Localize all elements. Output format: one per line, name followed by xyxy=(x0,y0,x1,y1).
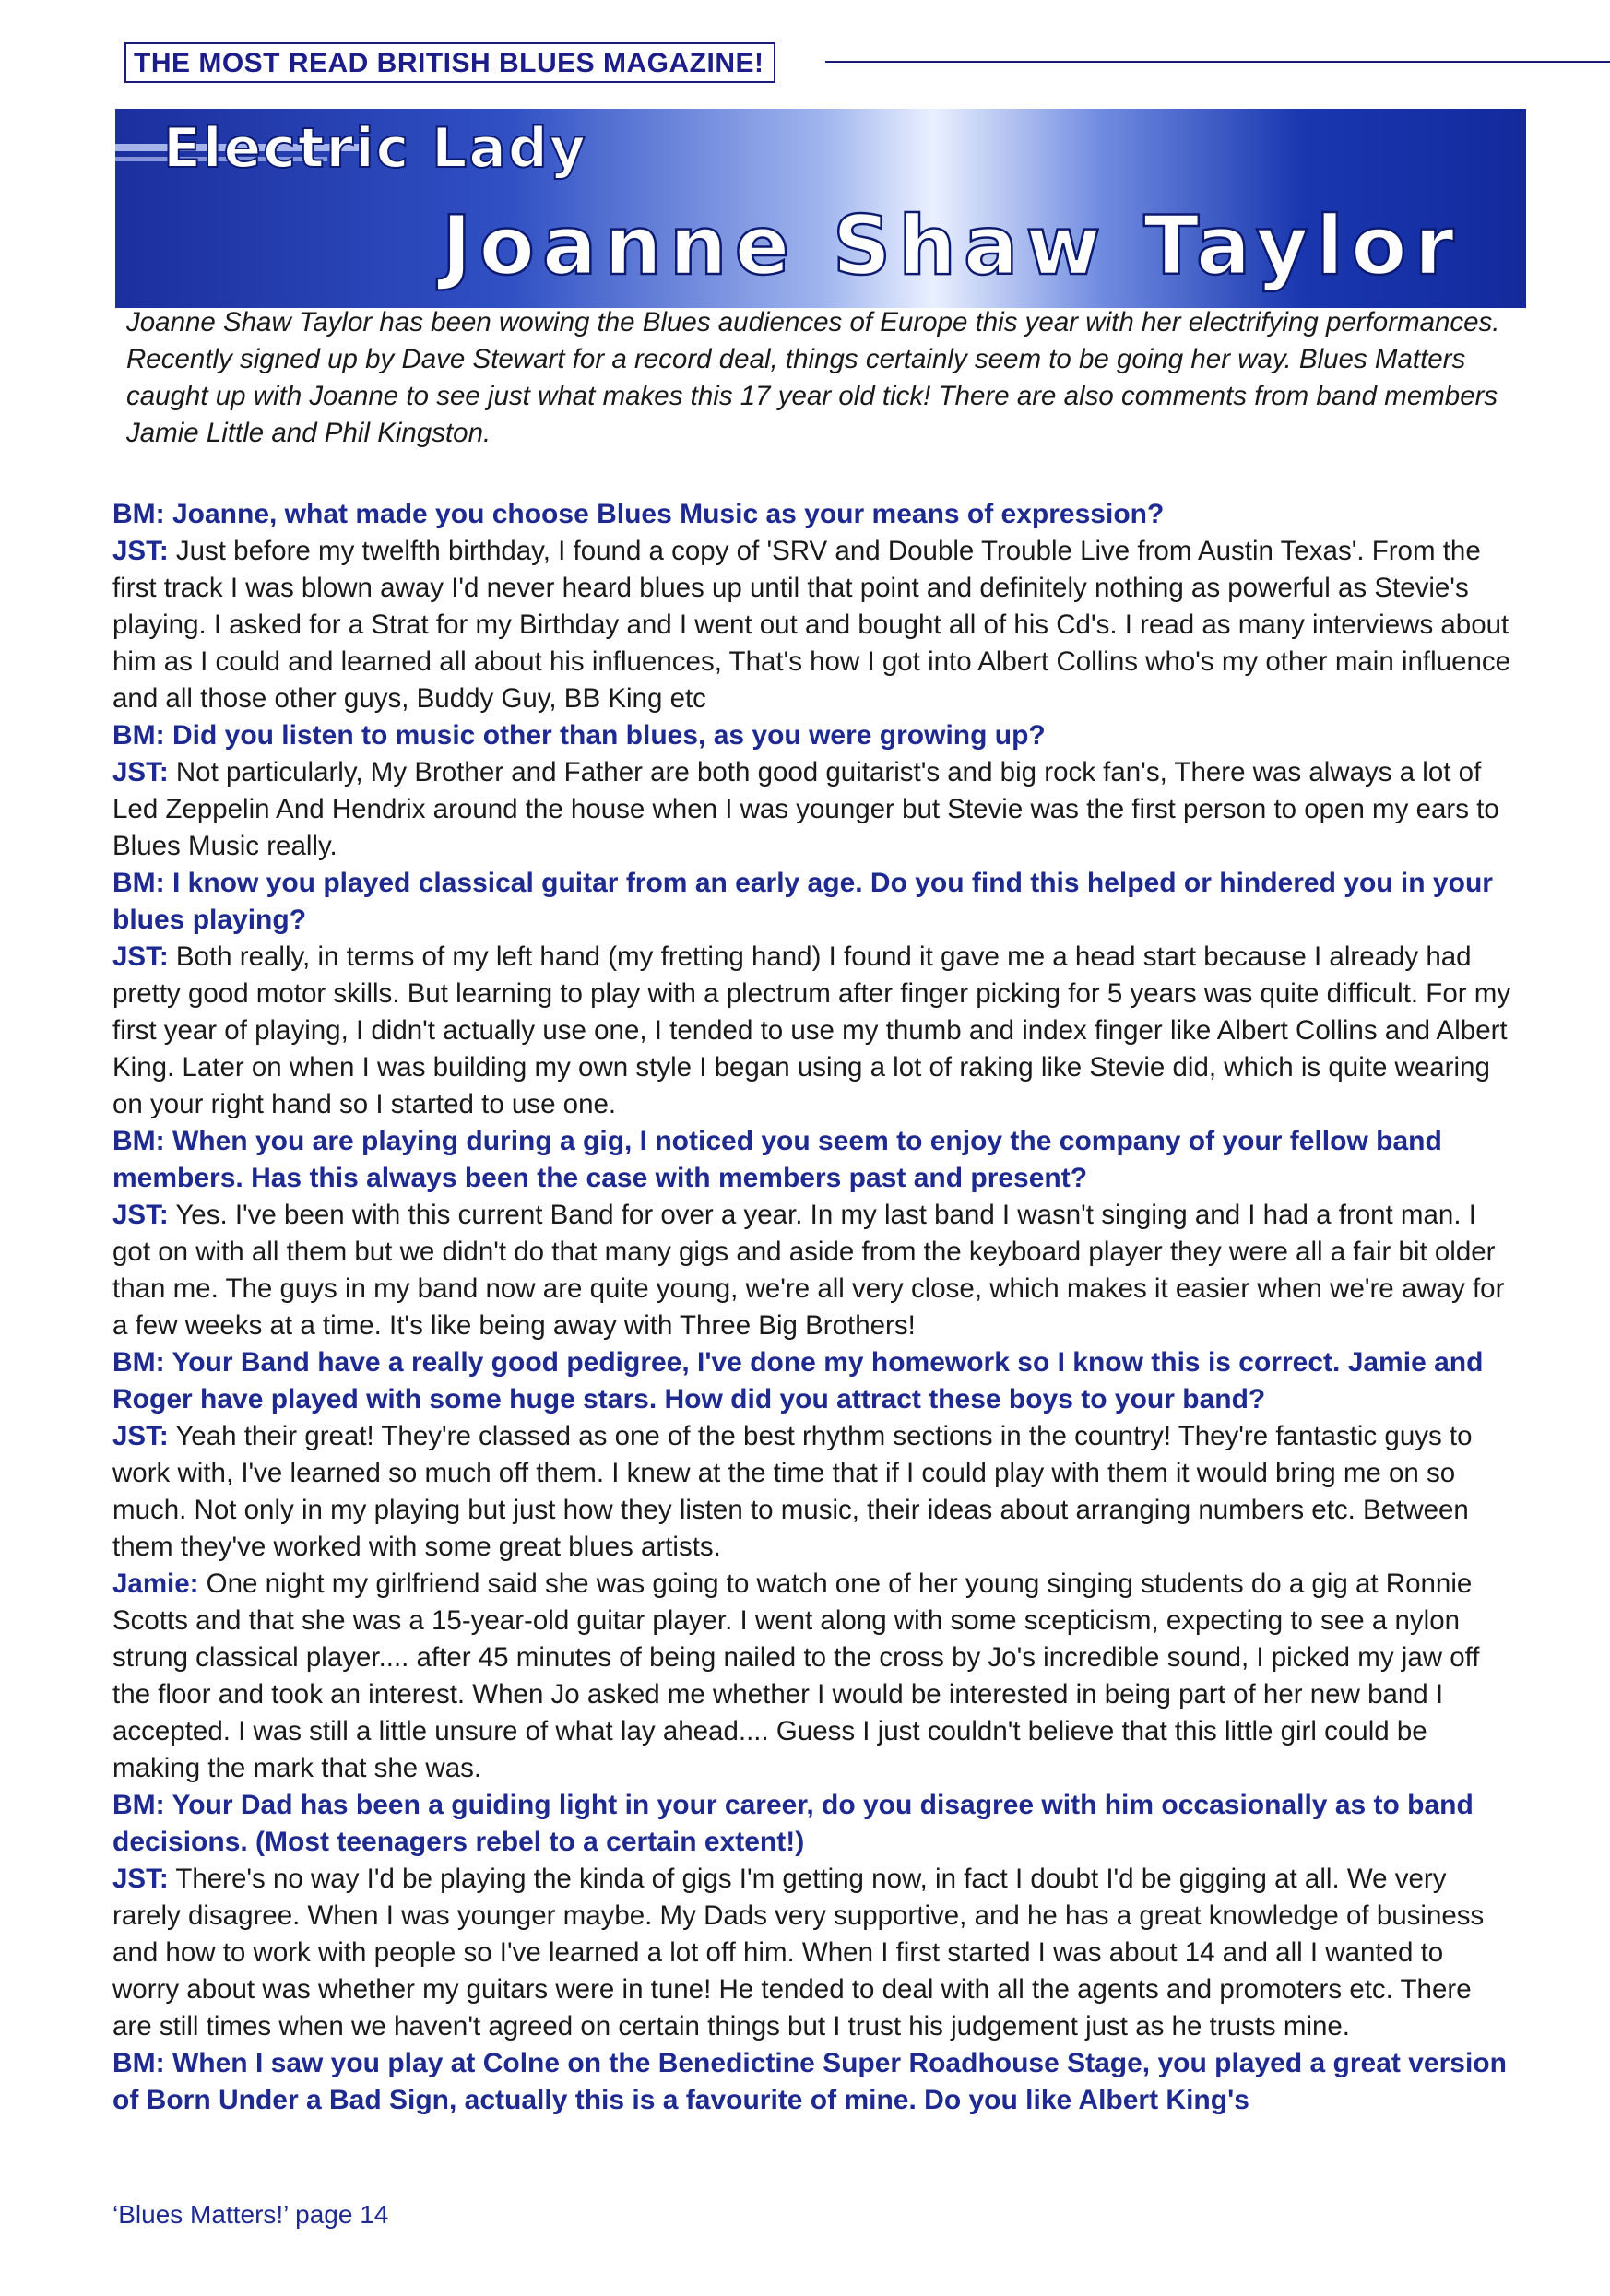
interview-answer xyxy=(112,1418,1514,1566)
interview-answer xyxy=(112,1566,1514,1787)
page-footer xyxy=(112,2196,388,2233)
interview-answer xyxy=(112,1861,1514,2045)
answer-text: Yes. I've been with this current Band for over a year. In my last band I wasn't singing and I had a front man. I got on with all them but we didn't do that many gigs and aside from the keyboard player they were all a fair bit older than me. The guys in my band now are quite young, we're all very close, which makes it easier when we're away for a few weeks at a time. It's like being away with Three Big Brothers! xyxy=(112,1200,1505,1341)
interview-question: BM: When you are playing during a gig, I noticed you seem to enjoy the company of your fellow band members. Has this always been the case with members past and present? xyxy=(112,1126,1442,1193)
interview-question: BM: Did you listen to music other than blues, as you were growing up? xyxy=(112,720,1046,751)
interview-body xyxy=(112,496,1514,2119)
answer-text: Just before my twelfth birthday, I found a copy of 'SRV and Double Trouble Live from Austin Texas'. From the first track I was blown away I'd never heard blues up until that point and definitely nothing as powerful as Stevie's playing. I asked for a Strat for my Birthday and I went out and bought all of his Cd's. I read as many interviews about him as I could and learned all about his influences, That's how I got into Albert Collins who's my other main influence and all those other guys, Buddy Guy, BB King etc xyxy=(112,536,1511,714)
footer-magazine-name: ‘Blues Matters!’ xyxy=(112,2200,289,2229)
masthead-tagline: THE MOST READ BRITISH BLUES MAGAZINE! xyxy=(124,42,775,83)
answer-text: Not particularly, My Brother and Father are both good guitarist's and big rock fan's, There was always a lot of Led Zeppelin And Hendrix around the house when I was younger but Stevie was the first person to open my ears to Blues Music really. xyxy=(112,757,1499,861)
masthead xyxy=(124,39,1610,83)
masthead-rule xyxy=(825,61,1610,63)
speaker-label: JST: xyxy=(112,941,169,972)
interview-answer xyxy=(112,1197,1514,1344)
interview-question: BM: Your Dad has been a guiding light in your career, do you disagree with him occasionally as to band decisions. (Most teenagers rebel to a certain extent!) xyxy=(112,1790,1474,1857)
answer-text: There's no way I'd be playing the kinda of gigs I'm getting now, in fact I doubt I'd be gigging at all. We very rarely disagree. When I was younger maybe. My Dads very supportive, and he has a great knowledge of business and how to work with people so I've learned a lot off him. When I first started I was about 14 and all I wanted to worry about was whether my guitars were in tune! He tended to deal with all the agents and promoters etc. There are still times when we haven't agreed on certain things but I trust his judgement just as he trusts mine. xyxy=(112,1864,1485,2042)
interview-answer xyxy=(112,533,1514,717)
answer-text: One night my girlfriend said she was going to watch one of her young singing students do a gig at Ronnie Scotts and that she was a 15-year-old guitar player. I went along with some scepticism, expecting to see a nylon strung classical player.... after 45 minutes of being nailed to the cross by Jo's incredible sound, I picked my jaw off the floor and took an interest. When Jo asked me whether I would be interested in being part of her new band I accepted. I was still a little unsure of what lay ahead.... Guess I just couldn't believe that this little girl could be making the mark that she was. xyxy=(112,1568,1480,1783)
banner-kicker: Electric Lady xyxy=(163,116,587,181)
article-title: Joanne Shaw Taylor xyxy=(441,198,1462,293)
interview-question: BM: When I saw you play at Colne on the Benedictine Super Roadhouse Stage, you played a great version of Born Under a Bad Sign, actually this is a favourite of mine. Do you like Albert King's xyxy=(112,2048,1507,2115)
speaker-label: JST: xyxy=(112,1864,169,1894)
article-intro: Joanne Shaw Taylor has been wowing the Blues audiences of Europe this year with her electrifying performances. Recently signed up by Dave Stewart for a record deal, things certainly seem to be going her way. Blues Matters caught up with Joanne to see just what makes this 17 year old tick! There are also comments from band members Jamie Little and Phil Kingston. xyxy=(126,307,1500,448)
interview-question: BM: Joanne, what made you choose Blues Music as your means of expression? xyxy=(112,499,1165,529)
speaker-label: JST: xyxy=(112,757,169,787)
answer-text: Both really, in terms of my left hand (my fretting hand) I found it gave me a head start because I already had pretty good motor skills. But learning to play with a plectrum after finger picking for 5 years was quite difficult. For my first year of playing, I didn't actually use one, I tended to use my thumb and index finger like Albert Collins and Albert King. Later on when I was building my own style I began using a lot of raking like Stevie did, which is quite wearing on your right hand so I started to use one. xyxy=(112,941,1511,1119)
interview-question: BM: I know you played classical guitar from an early age. Do you find this helped or hindered you in your blues playing? xyxy=(112,868,1493,935)
interview-question: BM: Your Band have a really good pedigree, I've done my homework so I know this is correct. Jamie and Roger have played with some huge stars. How did you attract these boys to your band? xyxy=(112,1347,1484,1414)
speaker-label: Jamie: xyxy=(112,1568,199,1599)
interview-answer xyxy=(112,939,1514,1123)
interview-answer xyxy=(112,754,1514,865)
footer-page-number: page 14 xyxy=(288,2200,389,2229)
answer-text: Yeah their great! They're classed as one of the best rhythm sections in the country! They're fantastic guys to work with, I've learned so much off them. I knew at the time that if I could play with them it would bring me on so much. Not only in my playing but just how they listen to music, their ideas about arranging numbers etc. Between them they've worked with some great blues artists. xyxy=(112,1421,1473,1562)
speaker-label: JST: xyxy=(112,536,169,566)
speaker-label: JST: xyxy=(112,1200,169,1230)
speaker-label: JST: xyxy=(112,1421,169,1451)
title-banner xyxy=(115,109,1526,308)
